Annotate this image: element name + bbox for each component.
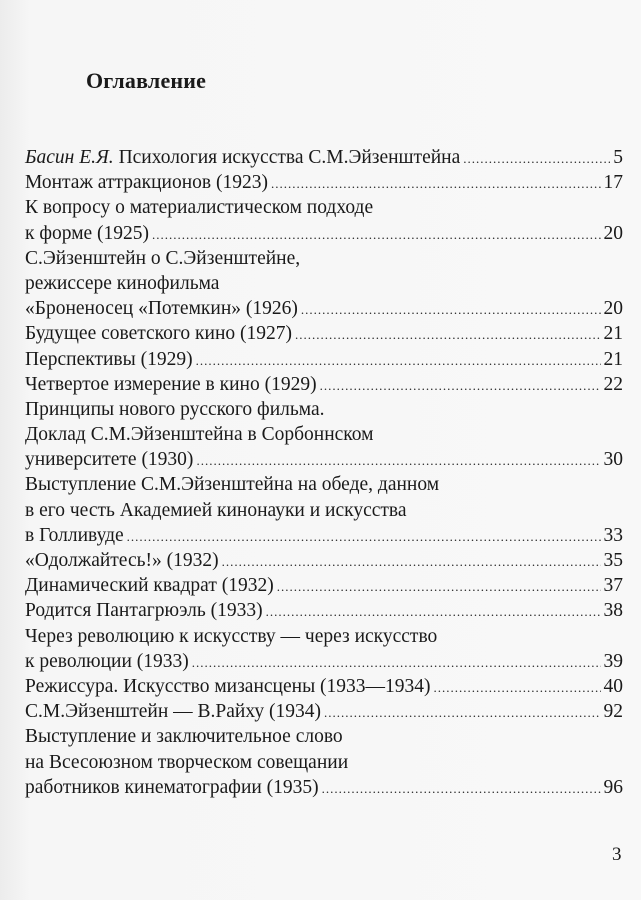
toc-page-number: 20: [603, 298, 623, 320]
toc-entry-title: [25, 347, 193, 372]
toc-entry: [25, 195, 623, 245]
toc-entry-title-text: Будущее советского кино (1927): [25, 323, 293, 345]
toc-entry-title-text: работников кинематографии (1935): [25, 776, 319, 798]
toc-entry-title: [25, 296, 298, 321]
toc-entry-final-line: [25, 447, 623, 472]
toc-entry-final-line: [25, 674, 623, 699]
toc-entry-title: [25, 548, 219, 573]
toc-entry-title: [25, 372, 317, 397]
toc-page-number: 21: [603, 348, 623, 370]
toc-entry-title: [25, 447, 193, 472]
toc-entry-line: Выступление С.М.Эйзенштейна на обеде, данном: [25, 474, 440, 496]
toc-entry-title-text: «Одолжайтесь!» (1932): [25, 550, 219, 571]
toc-entry-title-text: «Броненосец «Потемкин» (1926): [25, 298, 298, 320]
toc-entry-line: Через революцию к искусству — через искусство: [25, 625, 438, 647]
toc-page-number: 37: [603, 575, 623, 597]
toc-dot-leader: [277, 574, 601, 599]
toc-dot-leader: [463, 146, 610, 171]
toc-dot-leader: [222, 549, 601, 574]
toc-dot-leader: [320, 373, 601, 398]
toc-entry: [25, 674, 623, 699]
toc-entry-title-text: университете (1930): [25, 449, 194, 471]
toc-entry-title-text: к форме (1925): [25, 222, 150, 244]
toc-entry-line: на Всесоюзном творческом совещании: [25, 751, 349, 773]
toc-entry: [25, 724, 623, 800]
toc-entry: [25, 372, 623, 397]
toc-page-number: 38: [603, 600, 623, 622]
toc-entry-title-text: Режиссура. Искусство мизансцены (1933—1934): [25, 675, 431, 697]
toc-entry: [25, 573, 623, 598]
toc-page-number: 30: [603, 449, 623, 471]
toc-entry: [25, 145, 623, 170]
toc-entry-title-text: к революции (1933): [25, 650, 189, 672]
toc-page-number: 40: [603, 675, 623, 697]
page-title: Оглавление: [86, 68, 207, 93]
toc-entry-final-line: [25, 347, 623, 372]
toc-dot-leader: [266, 599, 601, 624]
toc-page-number: 96: [603, 776, 623, 798]
toc-entry: [25, 624, 623, 674]
toc-page-number: 33: [603, 524, 623, 546]
page-number: 3: [612, 844, 622, 865]
toc-entry-title: [25, 573, 274, 598]
toc-entry-title: [25, 523, 124, 548]
toc-entry: [25, 598, 623, 623]
toc-entry-final-line: [25, 775, 623, 800]
toc-entry: [25, 246, 623, 322]
toc-entry-final-line: [25, 699, 623, 724]
toc-entry-title: [25, 775, 319, 800]
toc-entry-line: режиссере кинофильма: [25, 272, 220, 294]
toc-dot-leader: [127, 524, 601, 549]
toc-entry-title-text: Монтаж аттракционов (1923): [25, 172, 268, 194]
toc-entry-title: [25, 649, 189, 674]
toc-entry-final-line: [25, 296, 623, 321]
toc-entry-title-text: С.М.Эйзенштейн — В.Райху (1934): [25, 701, 321, 723]
toc-page-number: 39: [603, 650, 623, 672]
toc-entry: [25, 548, 623, 573]
toc-entry-line: Принципы нового русского фильма.: [25, 398, 325, 420]
table-of-contents: [25, 145, 623, 800]
toc-entry-final-line: [25, 372, 623, 397]
toc-entry-final-line: [25, 321, 623, 346]
toc-dot-leader: [295, 322, 600, 347]
toc-dot-leader: [152, 222, 600, 247]
toc-entry: [25, 699, 623, 724]
toc-page-number: 17: [603, 172, 623, 194]
toc-entry-line: в его честь Академией кинонауки и искусства: [25, 499, 407, 521]
toc-page-number: 5: [613, 147, 623, 168]
toc-entry-line: Доклад С.М.Эйзенштейна в Сорбоннском: [25, 424, 374, 446]
toc-entry-final-line: [25, 523, 623, 548]
toc-entry-line: С.Эйзенштейн о С.Эйзенштейне,: [25, 247, 301, 269]
toc-entry: [25, 397, 623, 473]
toc-entry-line: К вопросу о материалистическом подходе: [25, 197, 374, 219]
toc-entry-author: Басин Е.Я.: [25, 147, 114, 168]
toc-entry: [25, 347, 623, 372]
toc-page-number: 92: [603, 701, 623, 723]
toc-entry-final-line: [25, 573, 623, 598]
toc-entry-title-text: в Голливуде: [25, 524, 124, 546]
toc-entry-title: [25, 699, 321, 724]
toc-dot-leader: [301, 297, 601, 322]
toc-page-number: 22: [603, 373, 623, 395]
toc-entry-title: [25, 145, 460, 170]
toc-entry-final-line: [25, 548, 623, 573]
toc-dot-leader: [196, 348, 601, 373]
toc-page-number: 20: [603, 222, 623, 244]
toc-entry-title: [25, 170, 268, 195]
toc-entry-title: [25, 674, 431, 699]
toc-entry-final-line: [25, 598, 623, 623]
toc-entry: [25, 321, 623, 346]
toc-page-number: 35: [603, 550, 623, 571]
toc-entry-final-line: [25, 170, 623, 195]
toc-dot-leader: [324, 700, 601, 725]
toc-entry-title: [25, 598, 263, 623]
toc-entry-title-text: Родится Пантагрюэль (1933): [25, 600, 263, 622]
toc-entry: [25, 170, 623, 195]
toc-dot-leader: [192, 650, 601, 675]
toc-entry-final-line: [25, 221, 623, 246]
toc-entry: [25, 472, 623, 548]
toc-dot-leader: [434, 675, 601, 700]
toc-page-number: 21: [603, 323, 623, 345]
toc-entry-title-text: Психология искусства С.М.Эйзенштейна: [113, 147, 461, 168]
toc-entry-final-line: [25, 649, 623, 674]
toc-entry-title-text: Динамический квадрат (1932): [25, 575, 274, 597]
toc-dot-leader: [271, 171, 601, 196]
toc-entry-final-line: [25, 145, 623, 170]
toc-dot-leader: [196, 448, 600, 473]
toc-entry-title: [25, 321, 292, 346]
toc-entry-line: Выступление и заключительное слово: [25, 726, 343, 748]
toc-entry-title-text: Четвертое измерение в кино (1929): [25, 373, 317, 395]
toc-entry-title: [25, 221, 149, 246]
toc-entry-title-text: Перспективы (1929): [25, 348, 193, 370]
toc-dot-leader: [322, 776, 601, 801]
